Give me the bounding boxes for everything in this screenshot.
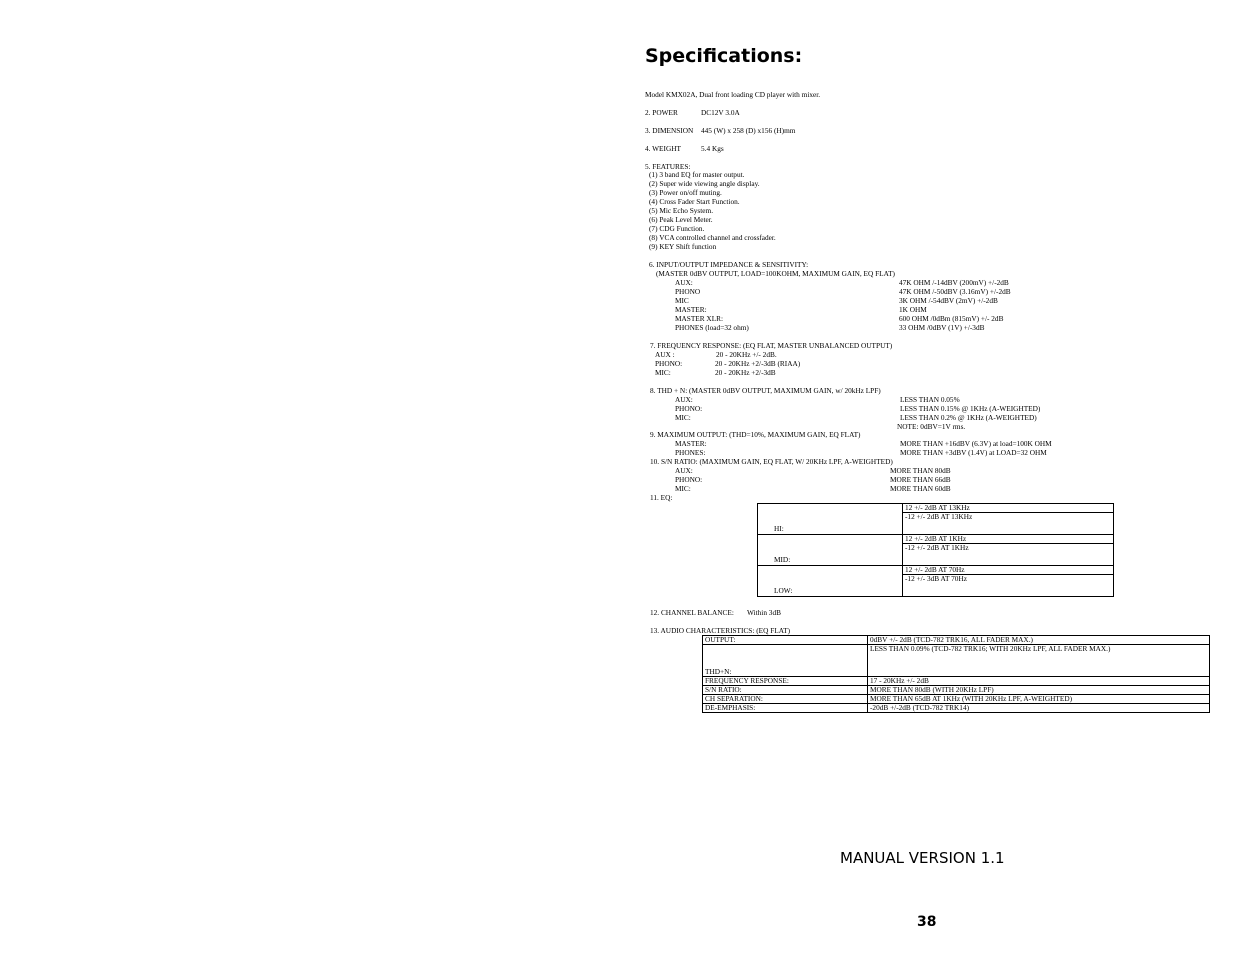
- audio-table: [702, 635, 1210, 713]
- list-item: (7) CDG Function.: [649, 224, 705, 233]
- audio-value: 0dBV +/- 2dB (TCD-782 TRK16, ALL FADER MAX.): [868, 636, 1210, 645]
- frequency-heading: 7. FREQUENCY RESPONSE: (EQ FLAT, MASTER UNBALANCED OUTPUT): [650, 341, 893, 350]
- impedance-key: MASTER:: [675, 305, 707, 314]
- impedance-value: 47K OHM /-14dBV (200mV) +/-2dB: [899, 278, 1009, 287]
- eq-band-plus: 12 +/- 2dB AT 70Hz: [903, 566, 1114, 575]
- snratio-heading: 10. S/N RATIO: (MAXIMUM GAIN, EQ FLAT, W/ 20KHz LPF, A-WEIGHTED): [650, 457, 893, 466]
- list-item: (3) Power on/off muting.: [649, 188, 722, 197]
- maxout-value: MORE THAN +16dBV (6.3V) at load=100K OHM: [900, 439, 1052, 448]
- snratio-value: MORE THAN 60dB: [890, 484, 951, 493]
- weight-value: 5.4 Kgs: [701, 144, 724, 153]
- impedance-key: PHONES (load=32 ohm): [675, 323, 749, 332]
- power-label: 2. POWER: [645, 108, 678, 117]
- thd-key: AUX:: [675, 395, 693, 404]
- maxout-heading: 9. MAXIMUM OUTPUT: (THD=10%, MAXIMUM GAIN, EQ FLAT): [650, 430, 861, 439]
- frequency-key: AUX :: [655, 350, 675, 359]
- list-item: (5) Mic Echo System.: [649, 206, 714, 215]
- maxout-value: MORE THAN +3dBV (1.4V) at LOAD=32 OHM: [900, 448, 1047, 457]
- dimension-value: 445 (W) x 258 (D) x156 (H)mm: [701, 126, 796, 135]
- eq-table: [757, 503, 1114, 597]
- snratio-value: MORE THAN 66dB: [890, 475, 951, 484]
- page-number: 38: [917, 914, 937, 930]
- snratio-key: PHONO:: [675, 475, 703, 484]
- thd-heading: 8. THD + N: (MASTER 0dBV OUTPUT, MAXIMUM GAIN, w/ 20kHz LPF): [650, 386, 881, 395]
- eq-band-label: LOW:: [758, 566, 903, 597]
- list-item: (1) 3 band EQ for master output.: [649, 170, 745, 179]
- audio-value: MORE THAN 80dB (WITH 20KHz LPF): [868, 686, 1210, 695]
- impedance-value: 600 OHM /0dBm (815mV) +/- 2dB: [899, 314, 1004, 323]
- audio-key: FREQUENCY RESPONSE:: [703, 677, 868, 686]
- thd-key: MIC:: [675, 413, 691, 422]
- maxout-key: PHONES:: [675, 448, 706, 457]
- audio-value: -20dB +/-2dB (TCD-782 TRK14): [868, 704, 1210, 713]
- impedance-value: 3K OHM /-54dBV (2mV) +/-2dB: [899, 296, 998, 305]
- audio-key: OUTPUT:: [703, 636, 868, 645]
- audio-value: MORE THAN 65dB AT 1KHz (WITH 20KHz LPF, A-WEIGHTED): [868, 695, 1210, 704]
- maxout-key: MASTER:: [675, 439, 707, 448]
- thd-note: NOTE: 0dBV=1V rms.: [897, 422, 966, 431]
- list-item: (9) KEY Shift function: [649, 242, 717, 251]
- audio-key: THD+N:: [703, 645, 868, 677]
- impedance-subheading: (MASTER 0dBV OUTPUT, LOAD=100KOHM, MAXIMUM GAIN, EQ FLAT): [656, 269, 895, 278]
- eq-band-label: MID:: [758, 535, 903, 566]
- impedance-value: 1K OHM: [899, 305, 927, 314]
- manual-version: MANUAL VERSION 1.1: [840, 849, 1005, 867]
- snratio-value: MORE THAN 80dB: [890, 466, 951, 475]
- audio-value: LESS THAN 0.09% (TCD-782 TRK16; WITH 20KHz LPF, ALL FADER MAX.): [868, 645, 1210, 677]
- audio-key: DE-EMPHASIS:: [703, 704, 868, 713]
- list-item: (2) Super wide viewing angle display.: [649, 179, 760, 188]
- power-value: DC12V 3.0A: [701, 108, 740, 117]
- page-title: Specifications:: [645, 45, 803, 67]
- frequency-value: 20 - 20KHz +/- 2dB.: [716, 350, 777, 359]
- impedance-value: 33 OHM /0dBV (1V) +/-3dB: [899, 323, 985, 332]
- frequency-key: PHONO:: [655, 359, 683, 368]
- audio-heading: 13. AUDIO CHARACTERISTICS: (EQ FLAT): [650, 626, 791, 635]
- impedance-heading: 6. INPUT/OUTPUT IMPEDANCE & SENSITIVITY:: [649, 260, 809, 269]
- impedance-key: MASTER XLR:: [675, 314, 724, 323]
- balance-label: 12. CHANNEL BALANCE:: [650, 608, 734, 617]
- thd-value: LESS THAN 0.15% @ 1KHz (A-WEIGHTED): [900, 404, 1041, 413]
- thd-key: PHONO:: [675, 404, 703, 413]
- snratio-key: AUX:: [675, 466, 693, 475]
- impedance-key: AUX:: [675, 278, 693, 287]
- audio-key: S/N RATIO:: [703, 686, 868, 695]
- table-row: [703, 645, 1210, 677]
- list-item: (4) Cross Fader Start Function.: [649, 197, 740, 206]
- eq-band-plus: 12 +/- 2dB AT 1KHz: [903, 535, 1114, 544]
- frequency-key: MIC:: [655, 368, 671, 377]
- impedance-key: MIC: [675, 296, 689, 305]
- model-line: Model KMX02A, Dual front loading CD player with mixer.: [645, 90, 821, 99]
- table-row: [703, 704, 1210, 713]
- thd-value: LESS THAN 0.2% @ 1KHz (A-WEIGHTED): [900, 413, 1037, 422]
- eq-band-minus: -12 +/- 2dB AT 13KHz: [903, 513, 1114, 535]
- eq-band-label: HI:: [758, 504, 903, 535]
- eq-band-minus: -12 +/- 3dB AT 70Hz: [903, 575, 1114, 597]
- impedance-key: PHONO: [675, 287, 701, 296]
- list-item: (6) Peak Level Meter.: [649, 215, 713, 224]
- eq-band-minus: -12 +/- 2dB AT 1KHz: [903, 544, 1114, 566]
- audio-key: CH SEPARATION:: [703, 695, 868, 704]
- weight-label: 4. WEIGHT: [645, 144, 681, 153]
- dimension-label: 3. DIMENSION: [645, 126, 694, 135]
- balance-value: Within 3dB: [747, 608, 781, 617]
- eq-band-plus: 12 +/- 2dB AT 13KHz: [903, 504, 1114, 513]
- frequency-value: 20 - 20KHz +2/-3dB (RIAA): [715, 359, 801, 368]
- thd-value: LESS THAN 0.05%: [900, 395, 960, 404]
- impedance-value: 47K OHM /-50dBV (3.16mV) +/-2dB: [899, 287, 1011, 296]
- snratio-key: MIC:: [675, 484, 691, 493]
- list-item: (8) VCA controlled channel and crossfader.: [649, 233, 776, 242]
- audio-value: 17 - 20KHz +/- 2dB: [868, 677, 1210, 686]
- frequency-value: 20 - 20KHz +2/-3dB: [715, 368, 776, 377]
- eq-heading: 11. EQ:: [650, 493, 673, 502]
- features-list: [649, 170, 776, 251]
- features-heading: 5. FEATURES:: [645, 162, 691, 171]
